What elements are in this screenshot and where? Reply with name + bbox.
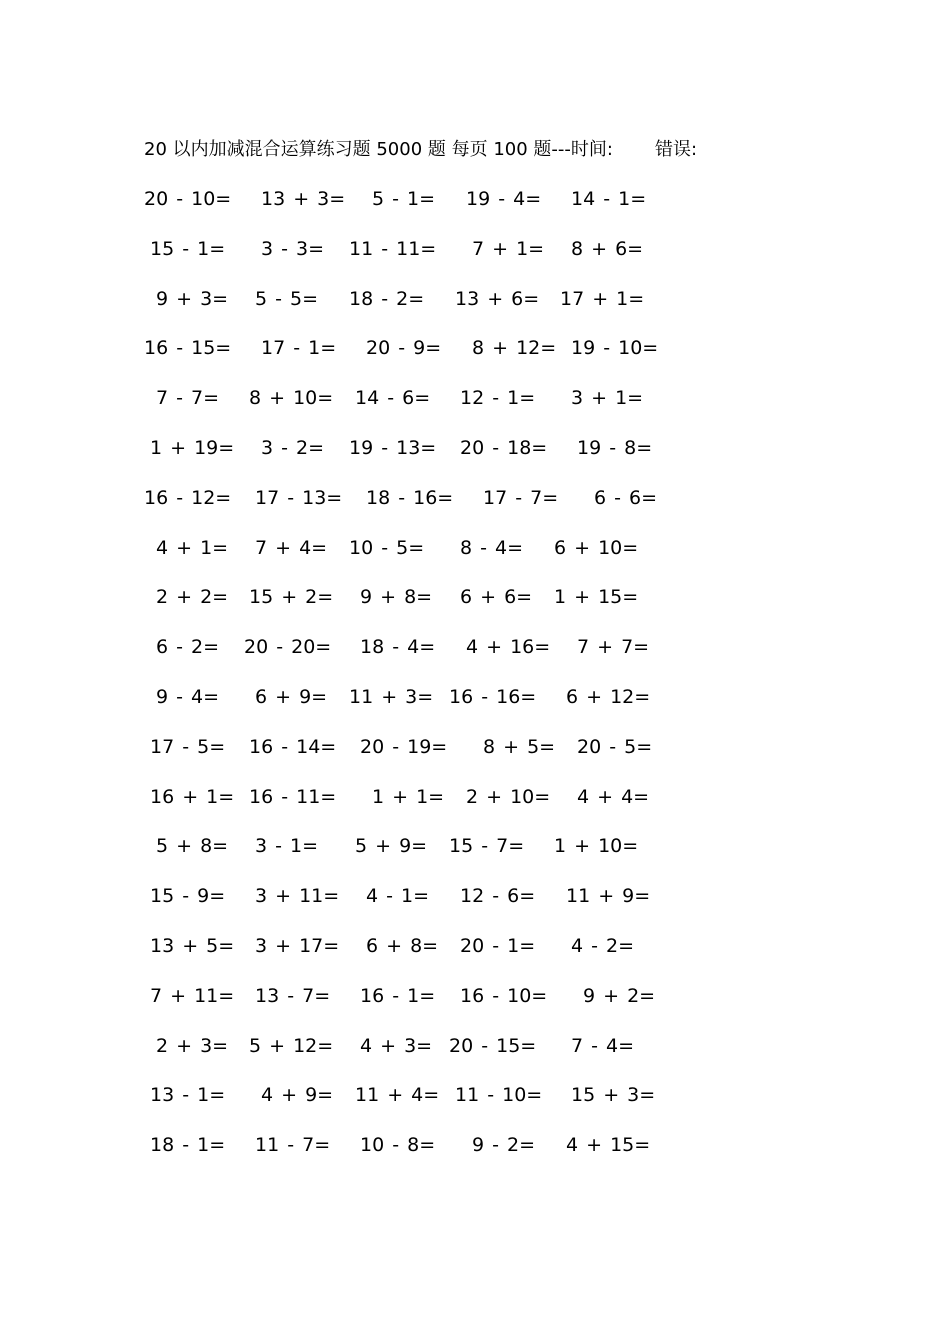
problem-item: 20 - 1= [460, 935, 536, 957]
problem-item: 19 - 4= [466, 188, 542, 210]
problem-item: 17 - 1= [261, 337, 337, 360]
problem-row [0, 883, 950, 909]
problem-item: 4 - 1= [366, 885, 430, 908]
problem-item: 15 - 9= [150, 885, 226, 908]
problem-item: 16 - 10= [460, 984, 548, 1007]
problem-item: 17 - 5= [150, 735, 226, 758]
problem-item: 10 - 5= [349, 536, 425, 559]
problem-item: 9 + 3= [156, 287, 229, 310]
problem-item: 13 + 3= [261, 188, 346, 210]
problem-item: 3 - 3= [261, 237, 325, 260]
problem-row [0, 784, 950, 810]
problem-item: 4 + 16= [466, 636, 551, 659]
problem-item: 4 - 2= [571, 935, 635, 957]
problem-row [0, 535, 950, 561]
problem-item: 16 - 16= [449, 686, 537, 708]
problem-item: 5 + 12= [249, 1034, 334, 1057]
problem-item: 15 + 2= [249, 586, 334, 609]
problem-row [0, 734, 950, 760]
problem-item: 11 + 9= [566, 885, 651, 908]
problem-item: 8 + 10= [249, 387, 334, 410]
problem-item: 17 + 1= [560, 287, 645, 310]
problem-item: 16 - 11= [249, 785, 337, 808]
problem-item: 6 + 8= [366, 935, 439, 957]
problem-item: 6 + 10= [554, 536, 639, 559]
problem-item: 13 - 7= [255, 984, 331, 1007]
problem-item: 20 - 5= [577, 735, 653, 758]
problem-item: 7 - 7= [156, 387, 220, 410]
problem-item: 6 + 6= [460, 586, 533, 609]
problem-item: 6 + 9= [255, 686, 328, 708]
problem-item: 8 - 4= [460, 536, 524, 559]
problem-item: 2 + 3= [156, 1034, 229, 1057]
problem-item: 17 - 7= [483, 486, 559, 509]
problem-item: 15 + 3= [571, 1084, 656, 1107]
problem-row [0, 186, 950, 212]
problem-item: 16 - 15= [144, 337, 232, 360]
problem-item: 14 - 6= [355, 387, 431, 410]
problem-row [0, 335, 950, 361]
problem-item: 1 + 10= [554, 835, 639, 858]
problem-item: 17 - 13= [255, 486, 343, 509]
problem-item: 4 + 4= [577, 785, 650, 808]
problem-item: 3 - 1= [255, 835, 319, 858]
problem-row [0, 1082, 950, 1108]
problem-item: 6 - 6= [594, 486, 658, 509]
problem-item: 1 + 15= [554, 586, 639, 609]
problem-item: 8 + 5= [483, 735, 556, 758]
problem-row [0, 236, 950, 262]
problem-item: 16 - 1= [360, 984, 436, 1007]
problem-item: 11 - 10= [455, 1084, 543, 1107]
title-text: 20 以内加减混合运算练习题 5000 题 每页 100 题---时间: [144, 139, 613, 160]
problem-row [0, 684, 950, 710]
problem-item: 6 + 12= [566, 686, 651, 708]
problem-item: 4 + 9= [261, 1084, 334, 1107]
problem-item: 7 + 1= [472, 237, 545, 260]
problem-item: 20 - 10= [144, 188, 232, 210]
problem-item: 19 - 10= [571, 337, 659, 360]
problem-item: 18 - 2= [349, 287, 425, 310]
problem-row [0, 584, 950, 610]
problem-row [0, 983, 950, 1009]
errors-label: 错误: [654, 139, 698, 160]
problem-item: 13 - 1= [150, 1084, 226, 1107]
problem-item: 11 + 3= [349, 686, 434, 708]
problem-item: 9 + 8= [360, 586, 433, 609]
problem-item: 12 - 1= [460, 387, 536, 410]
problem-row [0, 1033, 950, 1059]
problem-item: 8 + 12= [472, 337, 557, 360]
problem-item: 16 - 14= [249, 735, 337, 758]
problem-item: 20 - 20= [244, 636, 332, 659]
problem-item: 7 + 11= [150, 984, 235, 1007]
problem-item: 3 + 17= [255, 935, 340, 957]
problem-item: 11 + 4= [355, 1084, 440, 1107]
problem-item: 20 - 9= [366, 337, 442, 360]
problem-row [0, 933, 950, 959]
problem-item: 12 - 6= [460, 885, 536, 908]
problem-item: 19 - 8= [577, 437, 653, 459]
problem-item: 5 + 9= [355, 835, 428, 858]
problem-item: 3 - 2= [261, 437, 325, 459]
problem-item: 20 - 15= [449, 1034, 537, 1057]
problem-item: 19 - 13= [349, 437, 437, 459]
problem-item: 11 - 11= [349, 237, 437, 260]
problem-item: 11 - 7= [255, 1134, 331, 1157]
problem-item: 15 - 1= [150, 237, 226, 260]
problem-item: 18 - 4= [360, 636, 436, 659]
problem-item: 5 - 5= [255, 287, 319, 310]
problem-item: 8 + 6= [571, 237, 644, 260]
problem-row [0, 1132, 950, 1158]
problem-item: 13 + 5= [150, 935, 235, 957]
problem-item: 1 + 1= [372, 785, 445, 808]
problem-item: 15 - 7= [449, 835, 525, 858]
problem-item: 5 + 8= [156, 835, 229, 858]
problem-item: 5 - 1= [372, 188, 436, 210]
problem-item: 18 - 1= [150, 1134, 226, 1157]
problem-item: 2 + 2= [156, 586, 229, 609]
problem-item: 20 - 18= [460, 437, 548, 459]
problem-row [0, 286, 950, 312]
problem-item: 10 - 8= [360, 1134, 436, 1157]
problem-item: 7 + 7= [577, 636, 650, 659]
problem-row [0, 485, 950, 511]
problem-item: 3 + 11= [255, 885, 340, 908]
problem-item: 20 - 19= [360, 735, 448, 758]
problem-row [0, 833, 950, 859]
problem-item: 9 + 2= [583, 984, 656, 1007]
problem-item: 13 + 6= [455, 287, 540, 310]
problem-item: 4 + 15= [566, 1134, 651, 1157]
problem-item: 9 - 4= [156, 686, 220, 708]
problem-item: 7 + 4= [255, 536, 328, 559]
problem-item: 1 + 19= [150, 437, 235, 459]
problem-item: 4 + 3= [360, 1034, 433, 1057]
problem-item: 4 + 1= [156, 536, 229, 559]
problem-item: 2 + 10= [466, 785, 551, 808]
problem-item: 16 - 12= [144, 486, 232, 509]
problem-item: 9 - 2= [472, 1134, 536, 1157]
problem-item: 18 - 16= [366, 486, 454, 509]
problem-row [0, 385, 950, 411]
problem-row [0, 435, 950, 461]
worksheet-title [144, 138, 697, 162]
problem-item: 14 - 1= [571, 188, 647, 210]
problem-item: 3 + 1= [571, 387, 644, 410]
problem-item: 16 + 1= [150, 785, 235, 808]
problem-row [0, 634, 950, 660]
problem-item: 7 - 4= [571, 1034, 635, 1057]
problem-item: 6 - 2= [156, 636, 220, 659]
